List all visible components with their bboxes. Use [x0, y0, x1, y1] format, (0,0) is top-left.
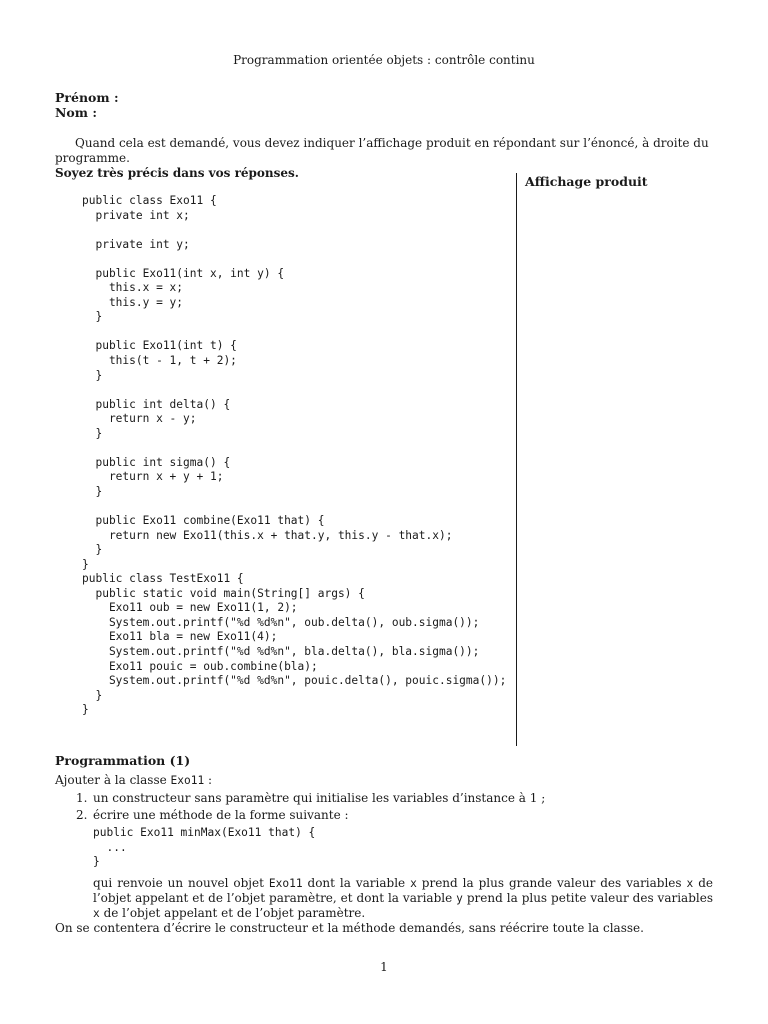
- snippet-line: ...: [93, 840, 127, 854]
- closing-note: On se contentera d’écrire le constructeur et la méthode demandés, sans réécrire toute la classe.: [55, 921, 644, 935]
- section-title: Programmation (1): [55, 753, 191, 768]
- code-line: return x + y + 1;: [82, 470, 224, 484]
- section-intro-text: Ajouter à la classe: [55, 773, 171, 787]
- section-intro-class: Exo11: [170, 774, 205, 787]
- code-line: Exo11 bla = new Exo11(4);: [82, 630, 278, 644]
- desc-code-3: x: [686, 877, 694, 890]
- code-line: this.y = y;: [82, 295, 184, 309]
- code-line: public class Exo11 {: [82, 194, 217, 207]
- list-item-2-text: écrire une méthode de la forme suivante :: [93, 808, 349, 822]
- desc-code-4: y: [456, 892, 463, 905]
- code-line: System.out.printf("%d %d%n", oub.delta(), oub.sigma());: [82, 615, 480, 629]
- desc-text-4: de l’objet appelant et de l’objet paramètre, et dont la variable: [93, 876, 713, 905]
- list-item-2-number: 2.: [76, 808, 88, 822]
- desc-text-1: qui renvoie un nouvel objet: [93, 876, 269, 890]
- nom-label: Nom :: [55, 105, 97, 120]
- code-line: }: [82, 557, 89, 571]
- answer-column-divider: [516, 173, 517, 746]
- code-line: public Exo11(int t) {: [82, 339, 237, 353]
- method-snippet: [93, 826, 315, 870]
- code-listing: [82, 194, 506, 718]
- section-intro-end: :: [204, 773, 213, 787]
- desc-text-2: dont la variable: [302, 876, 411, 890]
- list-item-1-number: 1.: [76, 791, 88, 805]
- desc-text-5: prend la plus petite valeur des variables: [462, 891, 713, 905]
- desc-text-3: prend la plus grande valeur des variables: [416, 876, 687, 890]
- snippet-line: }: [93, 855, 100, 868]
- code-line: Exo11 pouic = oub.combine(bla);: [82, 659, 318, 673]
- answer-column-header: Affichage produit: [525, 174, 648, 189]
- prenom-label: Prénom :: [55, 90, 119, 105]
- desc-code-1: Exo11: [268, 877, 303, 890]
- desc-code-5: x: [93, 907, 100, 920]
- instructions-line-2: Soyez très précis dans vos réponses.: [55, 166, 299, 180]
- code-line: }: [82, 543, 103, 557]
- desc-text-6: de l’objet appelant et de l’objet paramètre.: [99, 906, 366, 920]
- code-line: return new Exo11(this.x + that.y, this.y - that.x);: [82, 528, 453, 542]
- snippet-line: public Exo11 minMax(Exo11 that) {: [93, 826, 316, 839]
- code-line: public Exo11 combine(Exo11 that) {: [82, 514, 325, 528]
- instructions-line-1: Quand cela est demandé, vous devez indiquer l’affichage produit en répondant sur l’énoncé, à droite du programme.: [55, 136, 709, 165]
- code-line: public int sigma() {: [82, 455, 231, 469]
- code-line: this(t - 1, t + 2);: [82, 354, 237, 368]
- method-description: [93, 876, 713, 921]
- list-item-1-text: un constructeur sans paramètre qui initialise les variables d’instance à 1 ;: [93, 791, 546, 805]
- page-title: Programmation orientée objets : contrôle continu: [233, 53, 535, 67]
- code-line: public static void main(String[] args) {: [82, 586, 365, 600]
- code-line: this.x = x;: [82, 281, 184, 295]
- code-line: }: [82, 426, 103, 440]
- code-line: public class TestExo11 {: [82, 572, 244, 586]
- page-number: 1: [380, 960, 388, 974]
- code-line: public Exo11(int x, int y) {: [82, 266, 285, 280]
- code-line: System.out.printf("%d %d%n", pouic.delta(), pouic.sigma());: [82, 674, 507, 688]
- code-line: Exo11 oub = new Exo11(1, 2);: [82, 601, 298, 615]
- code-line: }: [82, 703, 89, 717]
- code-line: System.out.printf("%d %d%n", bla.delta(), bla.sigma());: [82, 644, 480, 658]
- code-line: return x - y;: [82, 412, 197, 426]
- desc-code-2: x: [410, 877, 417, 890]
- section-intro: [55, 773, 212, 788]
- code-line: private int x;: [82, 208, 190, 222]
- code-line: }: [82, 484, 103, 498]
- code-line: private int y;: [82, 237, 190, 251]
- code-line: public int delta() {: [82, 397, 231, 411]
- code-line: }: [82, 368, 103, 382]
- code-line: }: [82, 688, 103, 702]
- code-line: }: [82, 310, 103, 324]
